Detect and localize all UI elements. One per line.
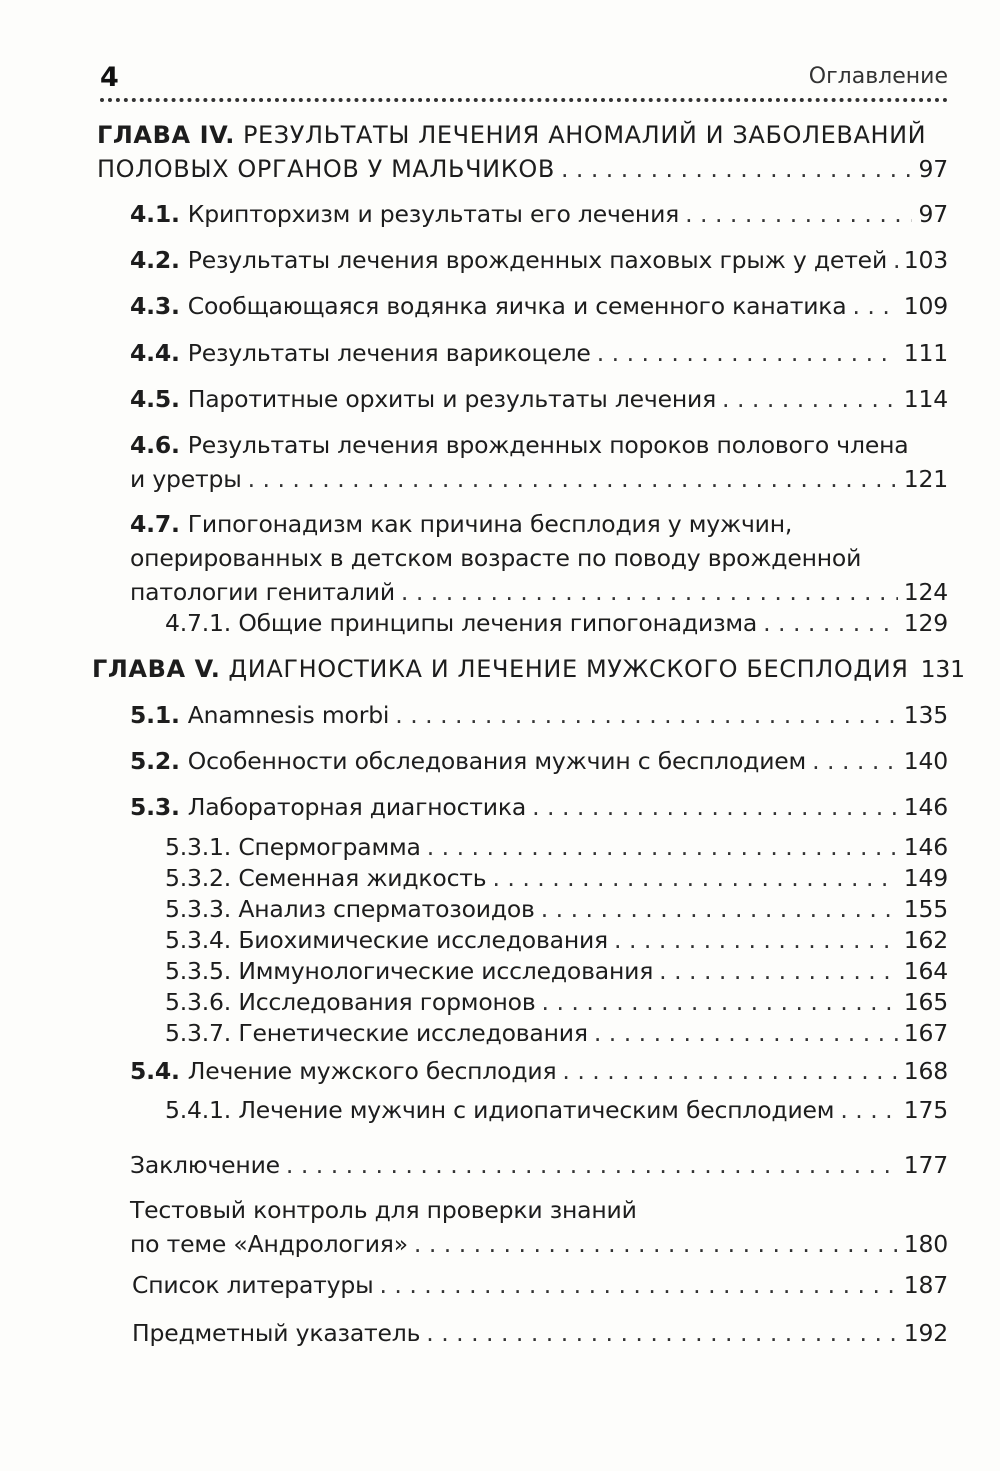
section-number: 4.6. <box>130 431 180 459</box>
page-ref: 97 <box>918 200 948 228</box>
section-title: Лечение мужского бесплодия <box>187 1057 557 1085</box>
toc-subsection-5-3-2[interactable] <box>165 861 948 895</box>
page-number: 4 <box>100 62 119 93</box>
section-number: 5.2. <box>130 747 180 775</box>
page-ref: 129 <box>903 609 948 637</box>
dot-leader <box>414 1227 898 1261</box>
page-ref: 97 <box>918 155 948 183</box>
subsection-title: 5.3.3. Анализ сперматозоидов <box>165 895 535 923</box>
toc-subsection-5-3-4[interactable] <box>165 923 948 957</box>
entry-title-line-1: Тестовый контроль для проверки знаний <box>130 1196 637 1224</box>
section-title: Крипторхизм и результаты его лечения <box>187 200 680 228</box>
dot-leader <box>492 861 897 895</box>
page-ref: 162 <box>903 926 948 954</box>
section-number: 5.1. <box>130 701 180 729</box>
section-number: 5.4. <box>130 1057 180 1085</box>
dot-leader <box>541 892 898 926</box>
dot-leader <box>659 954 898 988</box>
section-number: 4.7. <box>130 510 180 538</box>
page-ref: 121 <box>903 465 948 493</box>
section-title: Лабораторная диагностика <box>187 793 527 821</box>
page-ref: 149 <box>903 864 948 892</box>
page-ref: 187 <box>903 1271 948 1299</box>
section-number: 5.3. <box>130 793 180 821</box>
toc-section-4-3[interactable] <box>130 289 948 323</box>
dot-leader <box>812 744 898 778</box>
section-title: Паротитные орхиты и результаты лечения <box>187 385 717 413</box>
toc-section-5-4[interactable] <box>130 1054 948 1088</box>
page-ref: 131 <box>920 655 965 683</box>
page-ref: 175 <box>903 1096 948 1124</box>
dot-leader <box>614 923 898 957</box>
toc-section-4-6[interactable] <box>130 428 948 496</box>
page-ref: 140 <box>903 747 948 775</box>
toc-section-4-2[interactable] <box>130 243 948 277</box>
toc-subsection-5-3-7[interactable] <box>165 1016 948 1050</box>
toc-subsection-5-3-1[interactable] <box>165 830 948 864</box>
subsection-title: 5.3.7. Генетические исследования <box>165 1019 588 1047</box>
page-ref: 146 <box>903 793 948 821</box>
section-title-line-2: оперированных в детском возрасте по поводу врожденной <box>130 544 862 572</box>
dot-leader <box>840 1093 897 1127</box>
page-ref: 165 <box>903 988 948 1016</box>
dot-leader <box>594 1016 898 1050</box>
dot-leader <box>426 1316 897 1350</box>
dot-leader <box>401 575 898 609</box>
section-title: Результаты лечения варикоцеле <box>187 339 591 367</box>
dot-leader <box>427 830 898 864</box>
subsection-title: 5.3.2. Семенная жидкость <box>165 864 487 892</box>
dot-leader <box>722 382 898 416</box>
toc-subsection-5-3-5[interactable] <box>165 954 948 988</box>
toc-section-5-2[interactable] <box>130 744 948 778</box>
section-title-line-2: и уретры <box>130 465 242 493</box>
toc-subsection-5-4-1[interactable] <box>165 1093 948 1127</box>
section-number: 4.5. <box>130 385 180 413</box>
dot-leader <box>379 1268 897 1302</box>
entry-title-line-2: по теме «Андрология» <box>130 1230 408 1258</box>
toc-chapter-4[interactable] <box>97 118 948 186</box>
dot-leader <box>562 1054 897 1088</box>
toc-literature[interactable] <box>132 1268 948 1302</box>
dot-leader <box>542 985 898 1019</box>
running-title: Оглавление <box>808 64 948 89</box>
subsection-title: 5.3.1. Спермограмма <box>165 833 421 861</box>
page-ref: 124 <box>903 578 948 606</box>
page-ref: 146 <box>903 833 948 861</box>
toc-section-4-1[interactable] <box>130 197 948 231</box>
section-title: Сообщающаяся водянка яичка и семенного канатика <box>187 292 847 320</box>
toc-chapter-5[interactable] <box>92 652 965 686</box>
dot-leader <box>561 152 913 186</box>
section-number: 4.3. <box>130 292 180 320</box>
dot-leader <box>893 243 898 277</box>
section-number: 4.2. <box>130 246 180 274</box>
dot-leader <box>597 336 898 370</box>
chapter-title-line-1: РЕЗУЛЬТАТЫ ЛЕЧЕНИЯ АНОМАЛИЙ И ЗАБОЛЕВАНИЙ <box>242 121 927 149</box>
entry-title: Предметный указатель <box>132 1319 421 1347</box>
toc-subsection-5-3-3[interactable] <box>165 892 948 926</box>
entry-title: Список литературы <box>132 1271 374 1299</box>
toc-section-5-3[interactable] <box>130 790 948 824</box>
dot-leader <box>248 462 898 496</box>
subsection-title: 5.4.1. Лечение мужчин с идиопатическим бесплодием <box>165 1096 835 1124</box>
page-ref: 180 <box>903 1230 948 1258</box>
toc-section-4-4[interactable] <box>130 336 948 370</box>
chapter-title-line-2: ПОЛОВЫХ ОРГАНОВ У МАЛЬЧИКОВ <box>97 155 555 183</box>
toc-section-4-7[interactable] <box>130 507 948 609</box>
dot-leader <box>763 606 898 640</box>
section-title: Anamnesis morbi <box>187 701 390 729</box>
page-ref: 177 <box>903 1151 948 1179</box>
section-title: Особенности обследования мужчин с бесплодием <box>187 747 807 775</box>
page-ref: 164 <box>903 957 948 985</box>
subsection-title: 4.7.1. Общие принципы лечения гипогонадизма <box>165 609 758 637</box>
chapter-label: ГЛАВА IV. <box>97 121 235 149</box>
chapter-title: ДИАГНОСТИКА И ЛЕЧЕНИЕ МУЖСКОГО БЕСПЛОДИЯ <box>228 655 909 683</box>
subsection-title: 5.3.4. Биохимические исследования <box>165 926 608 954</box>
toc-subject-index[interactable] <box>132 1316 948 1350</box>
page-ref: 114 <box>903 385 948 413</box>
page-ref: 168 <box>903 1057 948 1085</box>
page-ref: 167 <box>903 1019 948 1047</box>
subsection-title: 5.3.5. Иммунологические исследования <box>165 957 654 985</box>
section-title-line-1: Результаты лечения врожденных пороков полового члена <box>187 431 909 459</box>
toc-conclusion[interactable] <box>130 1148 948 1182</box>
page-ref: 109 <box>903 292 948 320</box>
dot-leader <box>852 289 897 323</box>
toc-section-5-1[interactable] <box>130 698 948 732</box>
section-title-line-1: Гипогонадизм как причина бесплодия у мужчин, <box>187 510 793 538</box>
dot-leader <box>395 698 897 732</box>
dot-leader <box>286 1148 898 1182</box>
toc-test-control[interactable] <box>130 1193 948 1261</box>
page-ref: 103 <box>903 246 948 274</box>
page-ref: 111 <box>903 339 948 367</box>
page-ref: 135 <box>903 701 948 729</box>
toc-subsection-4-7-1[interactable] <box>165 606 948 640</box>
toc-section-4-5[interactable] <box>130 382 948 416</box>
entry-title: Заключение <box>130 1151 280 1179</box>
toc-subsection-5-3-6[interactable] <box>165 985 948 1019</box>
page-ref: 192 <box>903 1319 948 1347</box>
subsection-title: 5.3.6. Исследования гормонов <box>165 988 536 1016</box>
chapter-label: ГЛАВА V. <box>92 655 221 683</box>
page-ref: 155 <box>903 895 948 923</box>
section-title: Результаты лечения врожденных паховых грыж у детей <box>187 246 888 274</box>
dot-leader <box>685 197 912 231</box>
page-header <box>100 60 948 102</box>
section-number: 4.4. <box>130 339 180 367</box>
dot-leader <box>532 790 898 824</box>
section-title-line-3: патологии гениталий <box>130 578 395 606</box>
section-number: 4.1. <box>130 200 180 228</box>
